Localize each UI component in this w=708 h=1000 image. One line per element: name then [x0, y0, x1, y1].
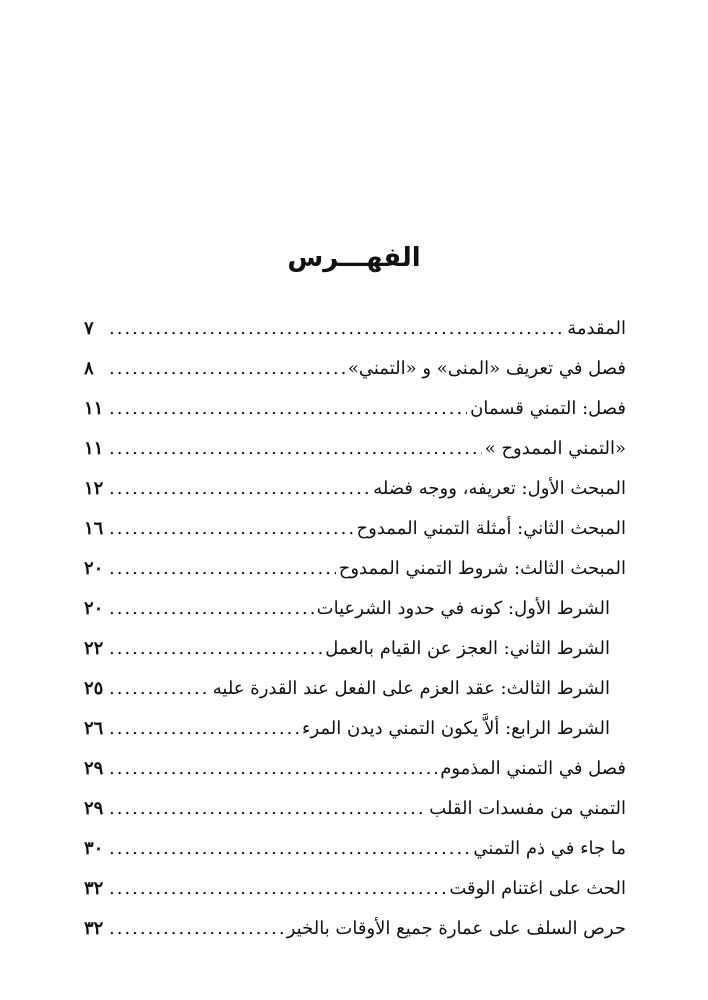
toc-entry [84, 592, 626, 632]
toc-entry [84, 352, 626, 392]
toc-entry [84, 632, 626, 672]
toc-entry-label: الحث على اغتنام الوقت [449, 878, 626, 899]
toc-entry-page: ١١ [84, 438, 104, 459]
toc-entry-page: ٣٢ [84, 878, 104, 899]
toc-entry-page: ٢٥ [84, 678, 104, 699]
toc-entry-page: ٢٢ [84, 638, 104, 659]
toc-entry-label: التمني من مفسدات القلب [429, 798, 626, 819]
toc-entry [84, 312, 626, 352]
dot-leader [109, 832, 470, 866]
toc-entry [84, 392, 626, 432]
dot-leader [109, 792, 426, 826]
toc-entry-page: ١١ [84, 398, 104, 419]
page-title: الفهـــرس [287, 243, 421, 273]
toc-entry [84, 792, 626, 832]
toc-entry-page: ٨ [84, 358, 94, 379]
dot-leader [109, 632, 322, 666]
dot-leader [109, 392, 467, 426]
toc-entry-page: ١٦ [84, 518, 104, 539]
toc-entry-label: المبحث الثالث: شروط التمني الممدوح [338, 558, 626, 579]
toc-entry-label: فصل: التمني قسمان [470, 398, 626, 419]
toc-entry-label: حرص السلف على عمارة جميع الأوقات بالخير [286, 918, 626, 939]
table-of-contents [84, 312, 626, 952]
toc-entry-label: المقدمة [567, 318, 626, 339]
dot-leader [109, 472, 370, 506]
toc-entry-label: الشرط الثاني: العجز عن القيام بالعمل [325, 638, 610, 659]
toc-entry [84, 752, 626, 792]
toc-entry-label: الشرط الرابع: ألاَّ يكون التمني ديدن المرء [302, 718, 610, 739]
toc-entry-page: ٣٢ [84, 918, 104, 939]
toc-entry [84, 712, 626, 752]
toc-entry [84, 552, 626, 592]
toc-entry-label: المبحث الثاني: أمثلة التمني الممدوح [356, 518, 626, 539]
toc-entry-page: ٢٠ [84, 598, 104, 619]
dot-leader [109, 592, 314, 626]
toc-entry [84, 872, 626, 912]
toc-entry [84, 912, 626, 952]
toc-entry-label: المبحث الأول: تعريفه، ووجه فضله [373, 478, 626, 499]
toc-entry [84, 832, 626, 872]
toc-entry [84, 472, 626, 512]
dot-leader [109, 432, 482, 466]
toc-entry-page: ٢٦ [84, 718, 104, 739]
toc-entry [84, 672, 626, 712]
toc-entry-label: ما جاء في ذم التمني [473, 838, 626, 859]
toc-entry-label: الشرط الأول: كونه في حدود الشرعيات [316, 598, 610, 619]
toc-entry-label: الشرط الثالث: عقد العزم على الفعل عند القدرة عليه [212, 678, 610, 699]
toc-entry-page: ٣٠ [84, 838, 104, 859]
toc-entry [84, 432, 626, 472]
toc-entry-page: ٢٩ [84, 758, 104, 779]
dot-leader [109, 872, 446, 906]
dot-leader [109, 712, 299, 746]
toc-entry [84, 512, 626, 552]
toc-entry-page: ١٢ [84, 478, 104, 499]
toc-entry-label: فصل في تعريف «المنى» و «التمني» [347, 358, 626, 379]
toc-entry-label: فصل في التمني المذموم [440, 758, 626, 779]
dot-leader [109, 352, 345, 386]
toc-entry-page: ٧ [84, 318, 94, 339]
dot-leader [109, 912, 284, 946]
toc-entry-page: ٢٠ [84, 558, 104, 579]
dot-leader [109, 672, 210, 706]
toc-entry-label: «التمني الممدوح » [484, 438, 626, 459]
toc-entry-page: ٢٩ [84, 798, 104, 819]
dot-leader [109, 512, 354, 546]
dot-leader [109, 312, 564, 346]
dot-leader [109, 552, 336, 586]
dot-leader [109, 752, 437, 786]
